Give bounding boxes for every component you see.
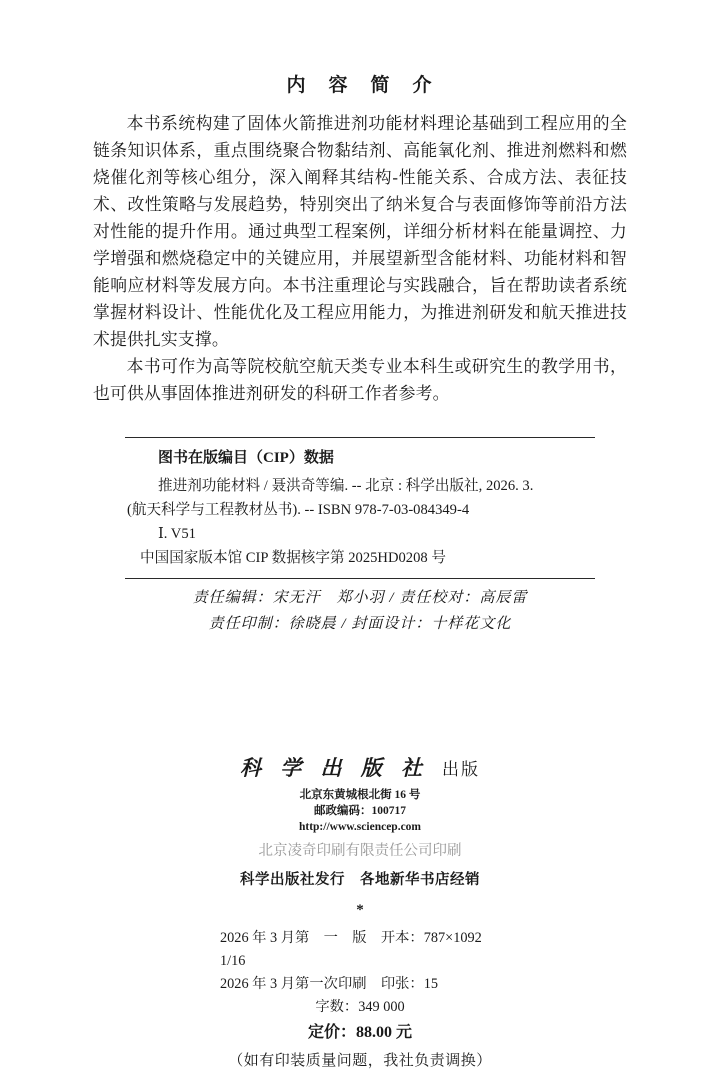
publisher-address: 北京东黄城根北街 16 号	[299, 789, 421, 801]
summary-paragraph-2: 本书可作为高等院校航空航天类专业本科生或研究生的教学用书，也可供从事固体推进剂研发的科研工作者参考。	[93, 357, 627, 403]
staff-production-line: 责任印制：徐晓晨 / 封面设计：十样花文化	[208, 616, 512, 632]
publisher-website: http://www.sciencep.com	[298, 821, 421, 833]
printing-details	[220, 927, 500, 996]
printer-line: 北京凌奇印刷有限责任公司印刷	[258, 843, 462, 859]
cip-heading: 图书在版编目（CIP）数据	[158, 450, 334, 466]
cip-title-line: 推进剂功能材料 / 聂洪奇等编. -- 北京 : 科学出版社, 2026. 3.	[158, 478, 534, 494]
cip-registry-line: 中国国家版本馆 CIP 数据核字第 2025HD0208 号	[140, 550, 446, 566]
separator-asterisk: *	[356, 902, 364, 918]
science-press-logo: 科 学 出 版 社	[240, 756, 429, 780]
price-line: 定价：88.00 元	[307, 1024, 412, 1041]
distribution-line: 科学出版社发行 各地新华书店经销	[240, 872, 480, 888]
publisher-block	[0, 755, 720, 1074]
cip-classification-line: Ⅰ. V51	[158, 526, 196, 542]
cip-series-isbn-line: (航天科学与工程教材丛书). -- ISBN 978-7-03-084349-4	[127, 502, 470, 518]
impression-line: 2026 年 3 月第一次印刷 印张：15	[220, 976, 439, 992]
staff-editors-line: 责任编辑：宋无汗 郑小羽 / 责任校对：高辰雷	[192, 590, 528, 606]
staff-credits	[125, 585, 595, 637]
publish-label: 出版	[442, 760, 480, 779]
cip-data-block	[125, 437, 595, 579]
edition-line: 2026 年 3 月第 一 版 开本：787×1092 1/16	[220, 930, 497, 969]
word-count-line: 字数：349 000	[315, 999, 405, 1015]
content-summary-title: 内 容 简 介	[286, 75, 434, 96]
publisher-postcode: 邮政编码：100717	[314, 805, 406, 817]
publisher-logo-line	[0, 755, 720, 783]
content-summary	[93, 110, 627, 407]
summary-paragraph-1: 本书系统构建了固体火箭推进剂功能材料理论基础到工程应用的全链条知识体系，重点围绕聚合物黏结剂、高能氧化剂、推进剂燃料和燃烧催化剂等核心组分，深入阐释其结构-性能关系、合成方法、表征技术、改性策略与发展趋势，特别突出了纳米复合与表面修饰等前沿方法对性能的提升作用。通过典型工程案例，详细分析材料在能量调控、力学增强和燃烧稳定中的关键应用，并展望新型含能材料、功能材料和智能响应材料等发展方向。本书注重理论与实践融合，旨在帮助读者系统掌握材料设计、性能优化及工程应用能力，为推进剂研发和航天推进技术提供扎实支撑。	[93, 114, 627, 349]
quality-note-line: （如有印装质量问题，我社负责调换）	[228, 1053, 492, 1069]
